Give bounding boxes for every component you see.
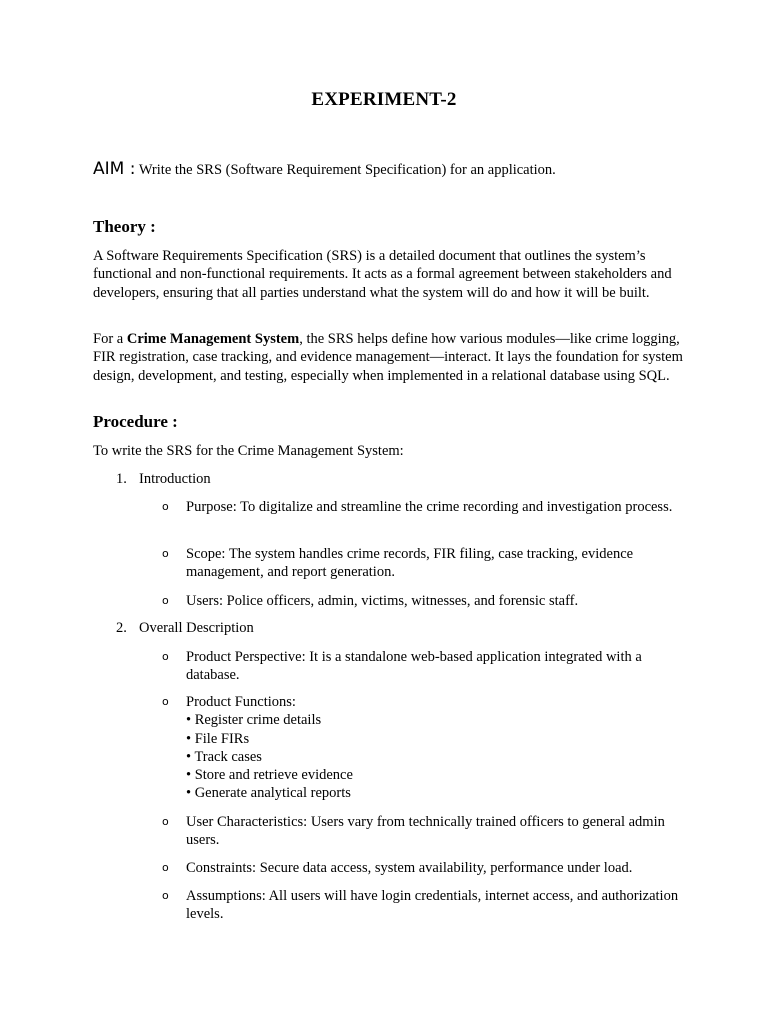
- function-item: • Generate analytical reports: [186, 785, 351, 802]
- theory-paragraph-1: A Software Requirements Specification (SRS) is a detailed document that outlines the system’s functional and non-functional requirements. It acts as a formal agreement between stakeholders and developers, ensuring that all parties understand what the system will do and how it will be built.: [93, 248, 672, 301]
- section-number: 1.: [116, 471, 127, 487]
- list-item: [162, 498, 682, 516]
- product-functions-block: [186, 693, 682, 803]
- procedure-intro: To write the SRS for the Crime Management System:: [93, 443, 404, 459]
- procedure-heading: Procedure :: [93, 412, 178, 431]
- bullet-marker: o: [162, 500, 169, 513]
- function-item: • Register crime details: [186, 712, 322, 729]
- theory-heading: Theory :: [93, 217, 156, 236]
- list-item: [162, 592, 682, 610]
- aim-text: Write the SRS (Software Requirement Specification) for an application.: [138, 162, 556, 178]
- users-text: Users: Police officers, admin, victims, witnesses, and forensic staff.: [186, 593, 579, 609]
- list-item: [162, 648, 682, 685]
- bullet-marker: o: [162, 889, 169, 902]
- assumptions-text: Assumptions: All users will have login credentials, internet access, and authorization levels.: [186, 888, 679, 923]
- page-title: EXPERIMENT-2: [311, 89, 457, 110]
- list-item: [162, 545, 682, 582]
- section-number: 2.: [116, 620, 127, 636]
- para2-rest: , the SRS helps define how various modules—like crime logging, FIR registration, case tracking, and evidence management—interact. It lays the foundation for system design, development, and testing, especially when implemented in a relational database using SQL.: [93, 331, 683, 384]
- section-title: Introduction: [139, 471, 211, 487]
- bullet-marker: o: [162, 594, 169, 607]
- list-item: [162, 813, 682, 850]
- bullet-marker: o: [162, 861, 169, 874]
- purpose-text: Purpose: To digitalize and streamline the crime recording and investigation process.: [186, 499, 673, 515]
- list-item: [162, 859, 682, 877]
- function-item: • Track cases: [186, 748, 262, 765]
- section-introduction: [116, 470, 211, 488]
- crime-management-system-bold: Crime Management System: [126, 331, 300, 347]
- theory-paragraph-2: [93, 330, 683, 385]
- bullet-marker: o: [162, 650, 169, 663]
- function-item: • Store and retrieve evidence: [186, 767, 353, 784]
- bullet-marker: o: [162, 547, 169, 560]
- product-functions-label: Product Functions:: [186, 694, 296, 710]
- user-characteristics-text: User Characteristics: Users vary from technically trained officers to general admin users.: [186, 814, 665, 849]
- scope-text: Scope: The system handles crime records, FIR filing, case tracking, evidence management, and report generation.: [186, 546, 634, 581]
- aim-line: [93, 157, 693, 182]
- section-title: Overall Description: [139, 620, 254, 636]
- constraints-text: Constraints: Secure data access, system availability, performance under load.: [186, 860, 633, 876]
- list-item: [162, 887, 682, 924]
- bullet-marker: o: [162, 695, 169, 708]
- section-overall-description: [116, 619, 254, 637]
- bullet-marker: o: [162, 815, 169, 828]
- list-item: [162, 693, 682, 803]
- product-perspective-text: Product Perspective: It is a standalone web-based application integrated with a database.: [186, 649, 642, 684]
- para2-prefix: For a: [93, 331, 127, 347]
- aim-label: AIM :: [93, 159, 136, 179]
- function-item: • File FIRs: [186, 730, 250, 747]
